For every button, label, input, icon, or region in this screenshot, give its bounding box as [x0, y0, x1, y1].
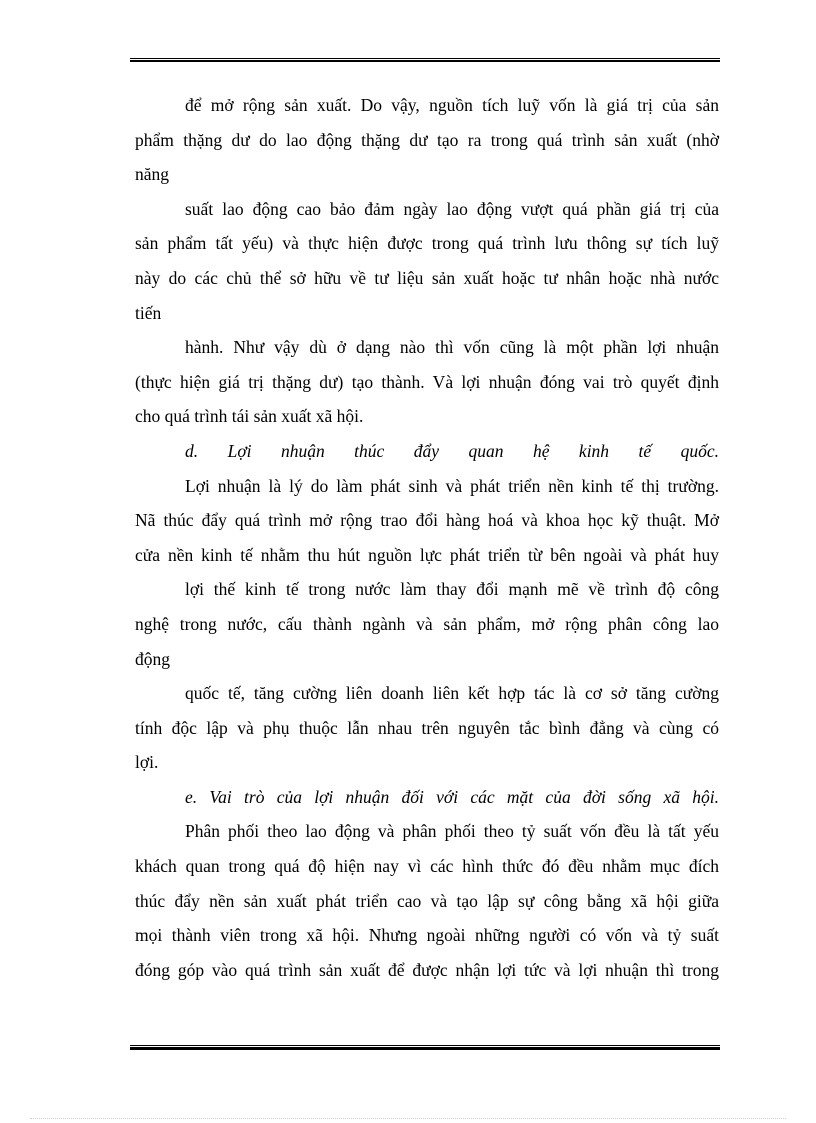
text-line: quốc tế, tăng cường liên doanh liên kết hợp tác là cơ sở tăng cường: [185, 683, 719, 704]
text-line: nghệ trong nước, cấu thành ngành và sản phẩm, mở rộng phân công lao: [135, 613, 719, 634]
text-line: đóng góp vào quá trình sản xuất để được nhận lợi tức và lợi nhuận thì trong: [135, 959, 719, 980]
text-line: Lợi nhuận là lý do làm phát sinh và phát triển nền kinh tế thị trường.: [185, 475, 719, 496]
text-line: Phân phối theo lao động và phân phối theo tỷ suất vốn đều là tất yếu: [185, 821, 719, 842]
text-line: phẩm thặng dư do lao động thặng dư tạo ra trong quá trình sản xuất (nhờ: [135, 129, 719, 150]
text-line: cửa nền kinh tế nhằm thu hút nguồn lực phát triển từ bên ngoài và phát huy: [135, 544, 719, 565]
text-line: hành. Như vậy dù ở dạng nào thì vốn cũng là một phần lợi nhuận: [185, 337, 719, 358]
text-line: (thực hiện giá trị thặng dư) tạo thành. Và lợi nhuận đóng vai trò quyết định: [135, 371, 719, 392]
text-line: sản phẩm tất yếu) và thực hiện được trong quá trình lưu thông sự tích luỹ: [135, 233, 719, 254]
text-line: động: [135, 648, 170, 669]
text-line: để mở rộng sản xuất. Do vậy, nguồn tích luỹ vốn là giá trị của sản: [185, 95, 719, 115]
text-line: mọi thành viên trong xã hội. Nhưng ngoài những người có vốn và tỷ suất: [135, 925, 719, 946]
text-line: cho quá trình tái sản xuất xã hội.: [135, 406, 364, 427]
text-line: tiến: [135, 302, 162, 323]
section-heading-d: d. Lợi nhuận thúc đẩy quan hệ kinh tế quốc.: [185, 440, 719, 461]
document-body: [135, 88, 719, 987]
text-line: năng: [135, 164, 170, 185]
text-line: lợi.: [135, 752, 159, 773]
footer-rule: [130, 1045, 720, 1050]
section-heading-e: e. Vai trò của lợi nhuận đối với các mặt của đời sống xã hội.: [185, 786, 719, 807]
text-line: suất lao động cao bảo đảm ngày lao động vượt quá phần giá trị của: [185, 198, 719, 219]
text-line: Nã thúc đẩy quá trình mở rộng trao đổi hàng hoá và khoa học kỹ thuật. Mở: [135, 510, 719, 531]
text-line: này do các chủ thể sở hữu về tư liệu sản xuất hoặc tư nhân hoặc nhà nước: [135, 267, 719, 288]
page-edge-dots: [30, 1118, 786, 1119]
header-rule: [130, 58, 720, 62]
text-line: tính độc lập và phụ thuộc lẫn nhau trên nguyên tắc bình đẳng và cùng có: [135, 717, 719, 738]
text-line: thúc đẩy nền sản xuất phát triển cao và tạo lập sự công bằng xã hội giữa: [135, 890, 719, 911]
text-line: khách quan trong quá độ hiện nay vì các hình thức đó đều nhằm mục đích: [135, 856, 719, 877]
text-line: lợi thế kinh tế trong nước làm thay đổi mạnh mẽ về trình độ công: [185, 579, 719, 600]
